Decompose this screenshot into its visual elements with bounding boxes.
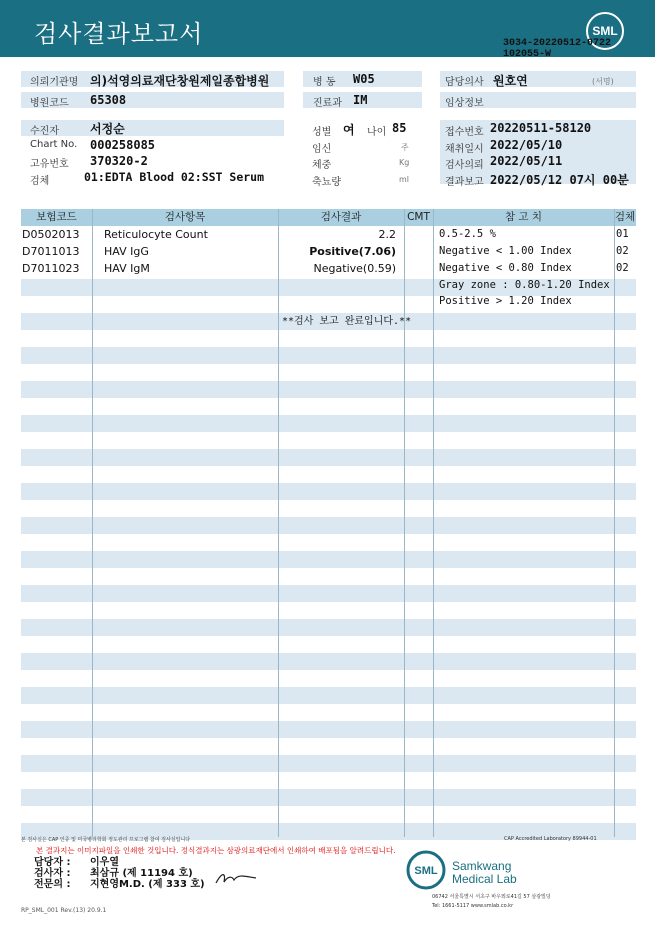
sml-logo-icon: SML (586, 12, 624, 50)
sex-label: 성별 (312, 127, 332, 138)
svg-text:SML: SML (414, 865, 438, 877)
examiner-label: 검사자 : (34, 868, 71, 879)
doctor-sign: (서명) (592, 77, 614, 86)
table-stripe (21, 755, 636, 772)
collect-value: 2022/05/10 (490, 138, 563, 152)
ward-value: W05 (353, 72, 375, 86)
ref-positive: Positive > 1.20 Index (439, 295, 572, 307)
patient-row (21, 120, 284, 136)
table-stripe (21, 517, 636, 534)
request-label: 검사의뢰 (445, 160, 484, 171)
phone: Tel: 1661-5117 www.smlab.co.kr (432, 903, 514, 909)
table-stripe (21, 585, 636, 602)
pregnancy-label: 임신 (312, 144, 332, 155)
pregnancy-unit: 주 (401, 143, 409, 152)
report-id: 3034-20220512-0722 102055-W (503, 38, 612, 60)
specialist-label: 전문의 : (34, 879, 71, 890)
row-code: D7011023 (22, 262, 80, 275)
patient-label: 수진자 (30, 126, 59, 137)
row-specimen: 02 (616, 245, 629, 257)
urine-label: 축뇨량 (312, 177, 341, 188)
col-item: 검사항목 (164, 211, 206, 223)
sex-value: 여 (343, 123, 355, 137)
address: 06742 서울특별시 서초구 바우뫼로41길 57 삼광빌딩 (432, 894, 551, 900)
complete-note: **검사 보고 완료입니다.** (282, 316, 412, 327)
ref-gray-zone: Gray zone : 0.80-1.20 Index (439, 279, 610, 291)
table-stripe (21, 789, 636, 806)
hospital-code-value: 65308 (90, 93, 127, 107)
form-code: RP_SML_001 Rev.(13) 20.9.1 (21, 907, 107, 914)
requester-label: 의뢰기관명 (30, 77, 79, 88)
row-code: D7011013 (22, 245, 80, 258)
urine-unit: ml (399, 175, 410, 184)
weight-unit: Kg (399, 158, 410, 167)
patient-value: 서정순 (90, 122, 125, 136)
charge-value: 이우열 (90, 857, 119, 868)
page-title: 검사결과보고서 (34, 20, 204, 48)
row-ref: Negative < 1.00 Index (439, 245, 572, 257)
row-code: D0502013 (22, 228, 80, 241)
table-stripe (21, 721, 636, 738)
col-specimen: 검체 (614, 211, 636, 223)
row-result: 2.2 (378, 228, 396, 241)
brand-name: Samkwang Medical Lab (452, 859, 517, 886)
doctor-value: 원호연 (493, 74, 528, 88)
row-ref: Negative < 0.80 Index (439, 262, 572, 274)
cap-id: CAP Accredited Laboratory 89944-01 (504, 836, 597, 842)
collect-label: 채취일시 (445, 144, 484, 155)
table-stripe (21, 381, 636, 398)
notice-text: 본 결과지는 이미지파일을 인쇄한 것입니다. 정식결과지는 삼광의료재단에서 인쇄하여 배포됨을 알려드립니다. (36, 846, 396, 855)
cap-note: 본 검사실은 CAP 인증 및 미국병리학회 정도관리 프로그램 참여 검사실입니다 (21, 837, 191, 843)
request-value: 2022/05/11 (490, 154, 563, 168)
doctor-label: 담당의사 (445, 77, 484, 88)
table-stripe (21, 653, 636, 670)
report-value: 2022/05/12 07시 00분 (490, 173, 629, 187)
row-item: HAV IgM (104, 262, 150, 275)
col-code: 보험코드 (36, 211, 77, 223)
row-specimen: 02 (616, 262, 629, 274)
dept-value: IM (353, 93, 368, 107)
row-item: Reticulocyte Count (104, 228, 208, 241)
dept-label: 진료과 (313, 98, 342, 109)
table-stripe (21, 687, 636, 704)
examiner-value: 최삼규 (제 11194 호) (90, 868, 193, 879)
table-stripe (21, 483, 636, 500)
id-label: 고유번호 (30, 159, 69, 170)
col-divider (404, 209, 405, 837)
report-label: 결과보고 (445, 177, 484, 188)
row-specimen: 01 (616, 228, 629, 240)
table-stripe (21, 415, 636, 432)
col-result: 검사결과 (320, 211, 362, 223)
row-ref: 0.5-2.5 % (439, 228, 496, 240)
hospital-code-label: 병원코드 (30, 98, 69, 109)
chart-label: Chart No. (30, 139, 78, 150)
receipt-value: 20220511-58120 (490, 121, 592, 135)
receipt-label: 접수번호 (445, 127, 484, 138)
col-divider (614, 209, 615, 837)
chart-value: 000258085 (90, 138, 156, 152)
col-ref: 참 고 치 (504, 211, 543, 223)
age-value: 85 (392, 121, 407, 135)
col-divider (92, 209, 93, 837)
specialist-value: 지현영M.D. (제 333 호) (90, 879, 205, 890)
specimen-label: 검체 (30, 176, 50, 187)
row-result: Positive(7.06) (309, 245, 396, 258)
weight-label: 체중 (312, 160, 332, 171)
charge-label: 담당자 : (34, 857, 71, 868)
col-divider (433, 209, 434, 837)
id-value: 370320-2 (90, 154, 148, 168)
table-header (21, 209, 636, 226)
col-divider (278, 209, 279, 837)
table-stripe (21, 619, 636, 636)
ward-label: 병 동 (313, 77, 336, 88)
signature-icon (214, 870, 258, 886)
table-stripe (21, 551, 636, 568)
clinical-label: 임상정보 (445, 98, 484, 109)
requester-value: 의)석영의료재단창원제일종합병원 (90, 74, 270, 88)
row-result: Negative(0.59) (313, 262, 396, 275)
col-cmt: CMT (407, 211, 430, 223)
specimen-value: 01:EDTA Blood 02:SST Serum (84, 170, 265, 184)
row-item: HAV IgG (104, 245, 149, 258)
age-label: 나이 (367, 127, 387, 138)
sml-logo-icon (406, 850, 446, 890)
table-stripe (21, 449, 636, 466)
table-stripe (21, 347, 636, 364)
